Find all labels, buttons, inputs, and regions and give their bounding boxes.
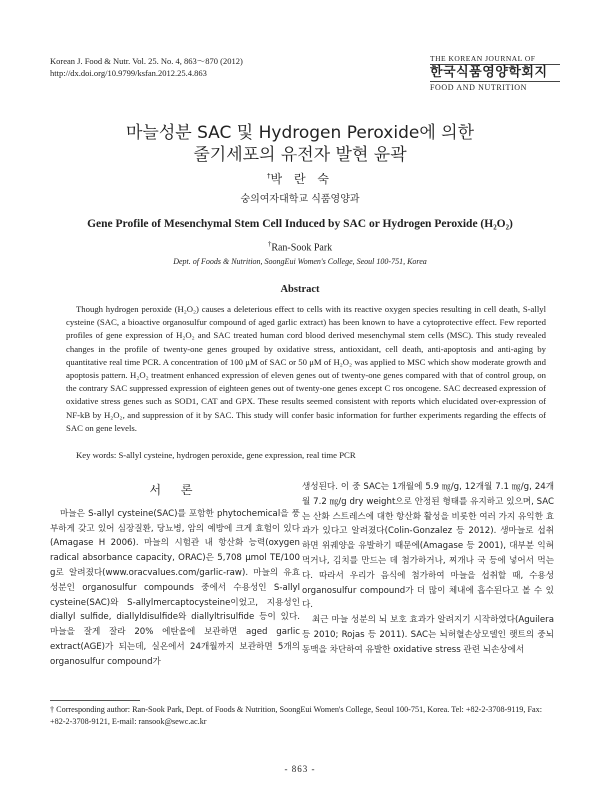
journal-doi[interactable]: http://dx.doi.org/10.9799/ksfan.2012.25.4.863	[50, 68, 207, 78]
journal-logo-bottom: FOOD AND NUTRITION	[430, 81, 560, 92]
abstract-heading: Abstract	[280, 284, 320, 295]
korean-title-line-2: 줄기세포의 유전자 발현 윤곽	[193, 145, 407, 165]
intro-paragraph-1-continued: 생성된다. 이 중 SAC는 1개월에 5.9 ㎎/g, 12개월 7.1 ㎎/g, 24개월 7.2 ㎎/g dry weight으로 안정된 형태를 유지하고 있으며, SAC는 산화 스트레스에 대한 항산화 활성을 비롯한 여러 가지 유익한 효과가 있다고 알려졌다(Colin-Gonzalez 등 2012). 생마늘로 섭취하면 위궤양을 유발하기 때문에(Amagase 등 2001), 대부분 익혀 먹거나, 김치를 만드는 데 첨가하거나, 찌개나 국 등에 넣어서 먹는다. 따라서 우리가 음식에 첨가하여 마늘을 섭취할 때, 수용성 organosulfur compound가 더 많이 체내에 흡수된다고 볼 수 있다.	[302, 482, 554, 611]
english-author	[0, 240, 600, 253]
section-heading: 서 론	[149, 483, 201, 497]
journal-citation: Korean J. Food & Nutr. Vol. 25. No. 4, 863～870 (2012)	[50, 56, 243, 66]
korean-author-name: 박 란 숙	[270, 172, 333, 186]
journal-logo-top: THE KOREAN JOURNAL OF	[430, 54, 560, 65]
english-title: Gene Profile of Mesenchymal Stem Cell Induced by SAC or Hydrogen Peroxide (H₂O₂)	[87, 218, 513, 230]
intro-paragraph-2: 최근 마늘 성분의 뇌 보호 효과가 알려지기 시작하였다(Aguilera 등 2010; Rojas 등 2011). SAC는 뇌허혈손상모델인 랫트의 중뇌동맥을 차단하여 유발한 oxidative stress 관련 뇌손상에서	[302, 615, 554, 655]
footnote-divider	[50, 700, 140, 701]
corresponding-author-footnote: † Corresponding author: Ran-Sook Park, Dept. of Foods & Nutrition, SoongEui Women's College, Seoul 100-751, Korea. Tel: +82-2-3708-9119, Fax: +82-2-3708-9121, E-mail: ransook@sewc.ac.kr	[50, 705, 543, 726]
korean-affiliation: 숭의여자대학교 식품영양과	[240, 194, 360, 205]
keywords: Key words: S-allyl cysteine, hydrogen peroxide, gene expression, real time PCR	[76, 450, 356, 460]
english-author-name: Ran-Sook Park	[271, 242, 333, 254]
abstract-text: Though hydrogen peroxide (H₂O₂) causes a deleterious effect to cells with its reactive oxygen species resulting in cell death, S-allyl cysteine (SAC, a bioactive organosulfur compound of aged garlic extract) has been known to have a cytoprotective effect. Few reported profiles of gene expression of H₂O₂ and SAC treated human cord blood derived mesenchymal stem cells (MSC). This study revealed changes in the profile of twenty-one genes grouped by oxidative stress, antioxidant, cell death, anti-apoptosis and anti-aging by quantitative real time PCR. A concentration of 100 μM of SAC or 50 μM of H₂O₂ was applied to MSC which show moderate growth and apoptosis pattern. H₂O₂ treatment enhanced expression of eleven genes out of twenty-one genes compared with that of control group, on the contrary SAC suppressed expression of eighteen genes out of twenty-one genes except C ros oncogene. SAC decreased expression of oxidative stress genes such as SOD1, CAT and GPX. These results seemed consistent with reports which elucidated over-expression of NF-kB by H₂O₂, and suppression of it by SAC. This study will confer basic information for further experiments regarding the effects of SAC on gene levels.	[66, 304, 546, 433]
intro-right-column	[302, 480, 554, 658]
journal-logo	[430, 54, 560, 92]
korean-title	[0, 122, 600, 166]
journal-citation-block	[50, 55, 243, 79]
author-mark-en: †	[267, 240, 272, 248]
page-number: - 863 -	[284, 764, 316, 774]
journal-logo-korean: 한국식품영양학회지	[430, 65, 548, 80]
korean-title-line-1: 마늘성분 SAC 및 Hydrogen Peroxide에 의한	[125, 123, 474, 143]
author-mark-ko: †	[267, 172, 271, 180]
english-affiliation: Dept. of Foods & Nutrition, SoongEui Women's College, Seoul 100-751, Korea	[173, 257, 427, 266]
intro-left-column	[50, 480, 300, 670]
intro-paragraph-1: 마늘은 S-allyl cysteine(SAC)를 포함한 phytochemical을 풍부하게 갖고 있어 심장질환, 당뇨병, 암의 예방에 크게 효험이 있다(Amagase H 2006). 마늘의 시험관 내 항산화 능력(oxygen radical absorbance capacity, ORAC)은 5,708 μmol TE/100 g로 알려졌다(www.oracvalues.com/garlic-raw). 마늘의 유효 성분인 organosulfur compounds 중에서 수용성인 S-allyl cysteine(SAC)와 S-allylmercaptocysteine이었고, 지용성인 diallyl sulfide, diallyldisulfide와 diallyltrisulfide 등이 있다. 마늘을 잘게 잘라 20% 에탄올에 보관하면 aged garlic extract(AGE)가 되는데, 실온에서 24개월까지 보관하면 5개의 organosulfur compound가	[50, 508, 300, 667]
korean-author	[0, 170, 600, 187]
